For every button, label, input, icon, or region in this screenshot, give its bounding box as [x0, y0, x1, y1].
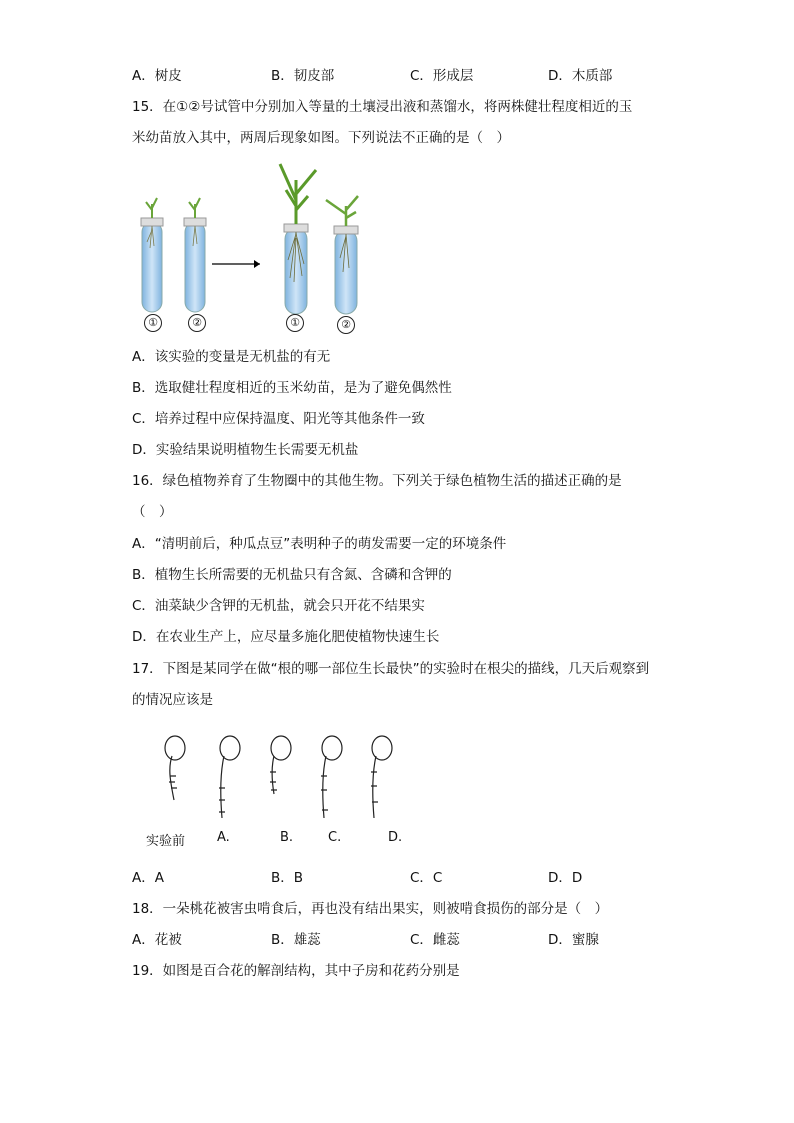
seedling-a — [219, 736, 240, 818]
tube-2-after — [326, 196, 358, 314]
tube-label-2-before: ② — [188, 314, 206, 332]
seed-label-before: 实验前 — [146, 834, 186, 849]
seedling-before — [165, 736, 185, 800]
q15-test-tube-figure — [130, 160, 370, 338]
seed-label-c: C. — [328, 830, 342, 845]
tube-1-after — [280, 164, 316, 314]
q17-option-a: A．A — [132, 870, 164, 886]
q16-stem-line2: （ ） — [132, 504, 173, 520]
tube-2-before — [184, 198, 206, 312]
q15-option-a: A．该实验的变量是无机盐的有无 — [132, 349, 331, 365]
q15-option-c: C．培养过程中应保持温度、阳光等其他条件一致 — [132, 411, 425, 427]
seedling-b — [270, 736, 291, 794]
q17-option-b: B．B — [271, 870, 304, 886]
q18-option-d: D．蜜腺 — [548, 932, 599, 948]
q14-option-a: A．树皮 — [132, 68, 182, 84]
q15-option-b: B．选取健壮程度相近的玉米幼苗，是为了避免偶然性 — [132, 380, 452, 396]
seed-label-a: A. — [217, 830, 230, 845]
q14-option-d: D．木质部 — [548, 68, 613, 84]
q15-stem-line1: 15．在①②号试管中分别加入等量的土壤浸出液和蒸馏水，将两株健壮程度相近的玉 — [132, 99, 633, 115]
q14-option-c: C．形成层 — [410, 68, 474, 84]
q17-stem-line1: 17．下图是某同学在做“根的哪一部位生长最快”的实验时在根尖的描线，几天后观察到 — [132, 661, 650, 677]
q16-option-b: B．植物生长所需要的无机盐只有含氮、含磷和含钾的 — [132, 567, 452, 583]
q16-option-c: C．油菜缺少含钾的无机盐，就会只开花不结果实 — [132, 598, 425, 614]
q15-option-d: D．实验结果说明植物生长需要无机盐 — [132, 442, 359, 458]
q17-option-c: C．C — [410, 870, 443, 886]
seed-label-d: D. — [388, 830, 403, 845]
tube-label-1-after: ① — [286, 314, 304, 332]
q17-seedling-figure — [150, 728, 410, 828]
q16-option-d: D．在农业生产上，应尽量多施化肥使植物快速生长 — [132, 629, 440, 645]
tube-1-before — [141, 198, 163, 312]
q18-stem: 18．一朵桃花被害虫啃食后，再也没有结出果实，则被啃食损伤的部分是（ ） — [132, 901, 609, 917]
q14-option-b: B．韧皮部 — [271, 68, 335, 84]
q18-option-a: A．花被 — [132, 932, 182, 948]
q19-stem: 19．如图是百合花的解剖结构，其中子房和花药分别是 — [132, 963, 460, 979]
q18-option-b: B．雄蕊 — [271, 932, 321, 948]
seedling-c — [321, 736, 342, 818]
q17-stem-line2: 的情况应该是 — [132, 692, 213, 708]
seed-label-b: B. — [280, 830, 294, 845]
tube-label-1-before: ① — [144, 314, 162, 332]
q15-stem-line2: 米幼苗放入其中，两周后现象如图。下列说法不正确的是（ ） — [132, 130, 510, 146]
tube-label-2-after: ② — [337, 316, 355, 334]
q16-stem-line1: 16．绿色植物养育了生物圈中的其他生物。下列关于绿色植物生活的描述正确的是 — [132, 473, 622, 489]
q16-option-a: A．“清明前后，种瓜点豆”表明种子的萌发需要一定的环境条件 — [132, 536, 507, 552]
seedling-d — [371, 736, 392, 818]
q17-option-d: D．D — [548, 870, 583, 886]
q18-option-c: C．雌蕊 — [410, 932, 460, 948]
